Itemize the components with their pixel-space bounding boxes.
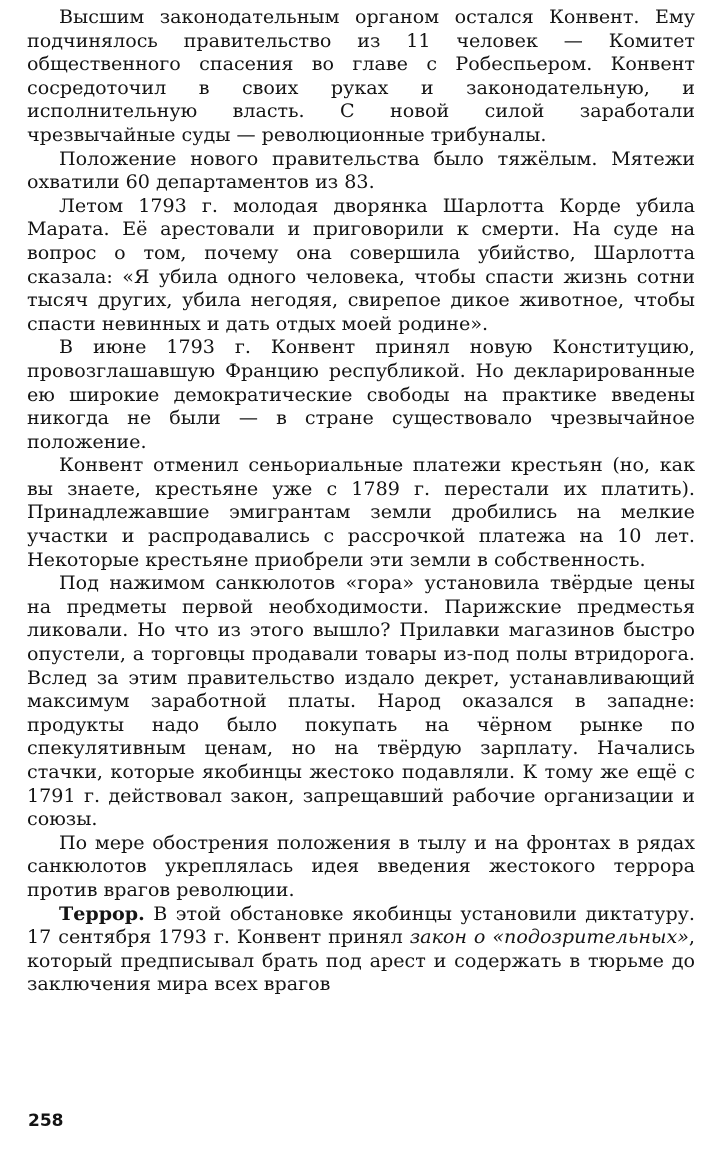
paragraph-fixed-prices: Под нажимом санкюлотов «гора» установила твёрдые цены на предметы первой необходимости. Парижские предместья ликовали. Но что из этого вышло? Прилавки магазинов быстро опустели, а торговцы продавали товары из-под полы втридорога. Вслед за этим правительство издало декрет, устанавливающий максимум заработной платы. Народ оказался в западне: продукты надо было покупать на чёрном рынке по спекулятивным ценам, но на твёрдую зарплату. Начались стачки, которые якобинцы жестоко подавляли. К тому же ещё с 1791 г. действовал закон, запрещавший рабочие организации и союзы. — [27, 571, 695, 831]
paragraph-charlotte-corday: Летом 1793 г. молодая дворянка Шарлотта Корде убила Марата. Её арестовали и приговорили к смерти. На суде на вопрос о том, почему она совершила убийство, Шарлотта сказала: «Я убила одного человека, чтобы спасти жизнь сотни тысяч других, убила негодяя, свирепое дикое животное, чтобы спасти невинных и дать отдых моей родине». — [27, 193, 695, 335]
terror-text-before: В этой обстановке якобинцы установили диктатуру. 17 сентября 1793 г. Конвент принял — [27, 901, 695, 949]
page-text — [27, 5, 695, 996]
page-number: 258 — [28, 1111, 64, 1131]
paragraph-seigneurial-payments: Конвент отменил сеньориальные платежи крестьян (но, как вы знаете, крестьяне уже с 1789 г. перестали их платить). Принадлежавшие эмигрантам земли дробились на мелкие участки и распродавались с рассрочкой платежа на 10 лет. Некоторые крестьяне приобрели эти земли в собственность. — [27, 453, 695, 571]
law-name: закон о «подозрительных» — [409, 925, 689, 949]
terror-text-after: , который предписывал брать под арест и содержать в тюрьме до заключения мира всех врагов — [27, 925, 695, 996]
paragraph-convention: Высшим законодательным органом остался Конвент. Ему подчинялось правительство из 11 человек — Комитет общественного спасения во главе с Робеспьером. Конвент сосредоточил в своих руках и законодательную, и исполнительную власть. С новой силой заработали чрезвычайные суды — революционные трибуналы. — [27, 5, 695, 146]
section-heading-terror: Террор. — [59, 901, 145, 925]
paragraph-terror-idea: По мере обострения положения в тылу и на фронтах в рядах санкюлотов укреплялась идея введения жестокого террора против врагов революции. — [27, 830, 695, 901]
paragraph-constitution: В июне 1793 г. Конвент принял новую Конституцию, провозглашавшую Францию республикой. Но декларированные ею широкие демократические свободы на практике введены никогда не были — в стране существовало чрезвычайное положение. — [27, 335, 695, 453]
paragraph-terror — [27, 902, 695, 996]
paragraph-government-position: Положение нового правительства было тяжёлым. Мятежи охватили 60 департаментов из 83. — [27, 146, 695, 194]
